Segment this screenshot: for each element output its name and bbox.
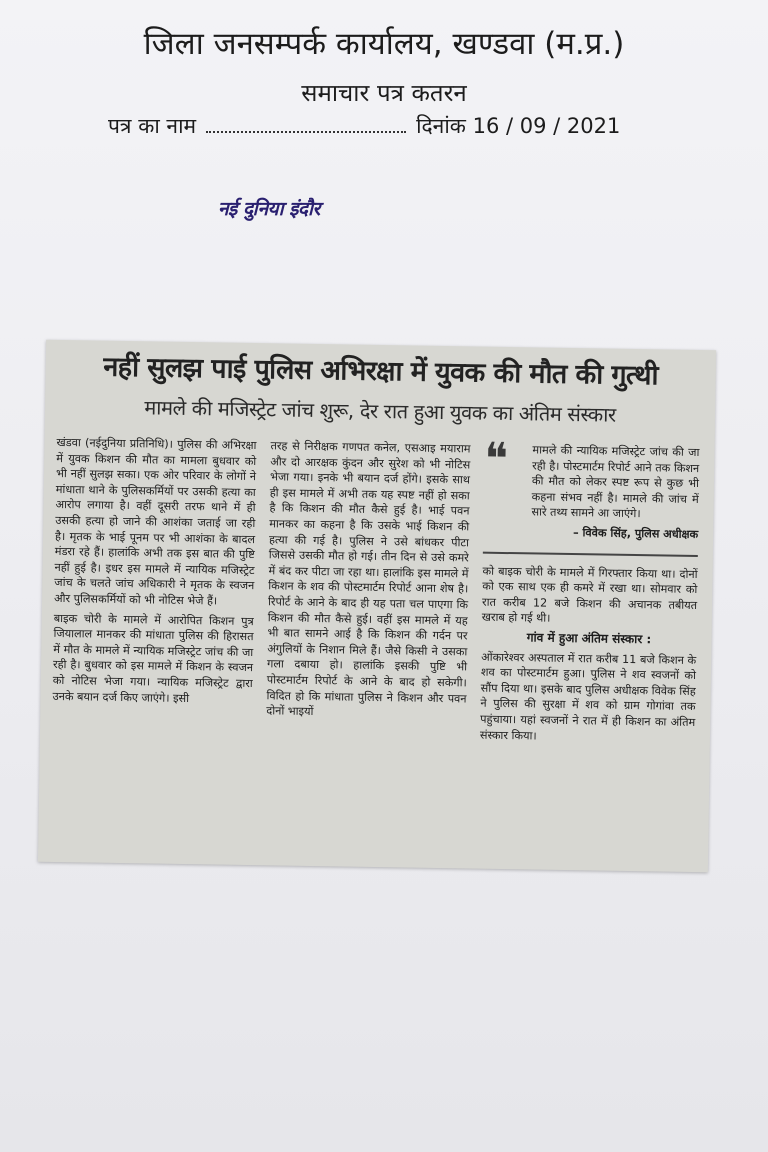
- column-3-paragraph-2: ओंकारेश्वर अस्पताल में रात करीब 11 बजे किशन के शव का पोस्टमार्टम हुआ। पुलिस ने शव स्वजनों को सौंप दिया था। इसके बाद पुलिस अधीक्षक विवेक सिंह ने पुलिस की सुरक्षा में शव को ग्राम गोगांवा तक पहुंचाया। यहां स्वजनों ने रात में ही किशन का अंतिम संस्कार किया।: [479, 650, 697, 743]
- column-3-paragraph-1: को बाइक चोरी के मामले में गिरफ्तार किया था। दोनों को एक साथ एक ही कमरे में रखा था। सोमवार को रात करीब 12 बजे किशन की अचानक तबीयत खराब हो गई थी।: [481, 564, 698, 626]
- newspaper-name-line: [108, 112, 708, 140]
- office-subtitle: समाचार पत्र कतरन: [301, 79, 467, 107]
- article-subheadline: मामले की मजिस्ट्रेट जांच शुरू, देर रात हुआ युवक का अंतिम संस्कार: [144, 395, 617, 427]
- newspaper-stamp: नई दुनिया इंदौर: [218, 198, 320, 220]
- article-column-3: [479, 433, 700, 750]
- article-column-1: [52, 435, 256, 711]
- quote-attribution: – विवेक सिंह, पुलिस अधीक्षक: [572, 526, 699, 542]
- name-dotted-line: [206, 117, 406, 133]
- quote-divider: [483, 551, 698, 556]
- column-1-paragraph-1: खंडवा (नईदुनिया प्रतिनिधि)। पुलिस की अभिरक्षा में युवक किशन की मौत का मामला बुधवार को भी नहीं सुलझ सका। एक ओर परिवार के लोगों ने मांधाता थाने के पुलिसकर्मियों पर उसकी हत्या का आरोप लगाया है। वहीं दूसरी तरफ थाने में ही उसकी हत्या हो जाने की आशंका जताई जा रही है। मृतक के भाई पूनम पर भी आशंका के बादल मंडरा रहे हैं। हालांकि अभी तक इस बात की पुष्टि नहीं हुई है। इधर इस मामले में न्यायिक मजिस्ट्रेट जांच के चलते जांच अधिकारी ने मृतक के स्वजन और पुलिसकर्मियों को भी नोटिस भेजे हैं।: [53, 435, 257, 608]
- name-label: पत्र का नाम: [108, 114, 197, 138]
- office-title: जिला जनसम्पर्क कार्यालय, खण्डवा (म.प्र.): [143, 26, 625, 62]
- pull-quote: [483, 433, 700, 543]
- column-3-subheading: गांव में हुआ अंतिम संस्कार :: [526, 630, 652, 647]
- quote-mark-icon: ❝: [483, 433, 509, 486]
- article-headline: नहीं सुलझ पाई पुलिस अभिरक्षा में युवक की मौत की गुत्थी: [103, 351, 659, 392]
- article-column-2: [266, 438, 470, 726]
- newspaper-clipping: [38, 340, 716, 872]
- column-1-paragraph-2: बाइक चोरी के मामले में आरोपित किशन पुत्र जियालाल मानकर की मांधाता पुलिस की हिरासत में मौत के मामले में न्यायिक मजिस्ट्रेट जांच की जा रही है। बुधवार को इस मामले में किशन के स्वजन को नोटिस भेजा गया। न्यायिक मजिस्ट्रेट द्वारा उनके बयान दर्ज किए जाएंगे। इसी: [52, 611, 254, 705]
- date-label: दिनांक 16 / 09 / 2021: [416, 114, 621, 138]
- column-2-paragraph-1: तरह से निरीक्षक गणपत कनेल, एसआइ मयाराम और दो आरक्षक कुंदन और सुरेश को भी नोटिस भेजा गया। इनके भी बयान दर्ज होंगे। इसके साथ ही इस मामले में अभी तक यह स्पष्ट नहीं हो सका है कि किशन की मौत कैसे हुई है। भाई पवन मानकर का कहना है कि उसके भाई किशन की हत्या की गई है। पुलिस ने उसे बांधकर पीटा जिससे उसकी मौत हो गई। तीन दिन से उसे कमरे में बंद कर पीटा जा रहा था। हालांकि इस मामले में किशन के शव की पोस्टमार्टम रिपोर्ट आना शेष है। रिपोर्ट के आने के बाद ही यह पता चल पाएगा कि किशन की मौत कैसे हुई। वहीं इस मामले में यह भी बात सामने आई है कि किशन की गर्दन पर अंगुलियों के निशान मिले हैं। जैसे किसी ने उसका गला दबाया हो। हालांकि इसकी पुष्टि भी पोस्टमार्टम रिपोर्ट के आने के बाद हो सकेगी। विदित हो कि मांधाता पुलिस ने किशन और पवन दोनों भाइयों: [266, 439, 471, 719]
- pull-quote-text: मामले की न्यायिक मजिस्ट्रेट जांच की जा रही है। पोस्टमार्टम रिपोर्ट आने तक किशन की मौत को लेकर स्पष्ट रूप से कुछ भी कहना संभव नहीं है। मामले की जांच में सारे तथ्य सामने आ जाएंगे।: [531, 443, 700, 521]
